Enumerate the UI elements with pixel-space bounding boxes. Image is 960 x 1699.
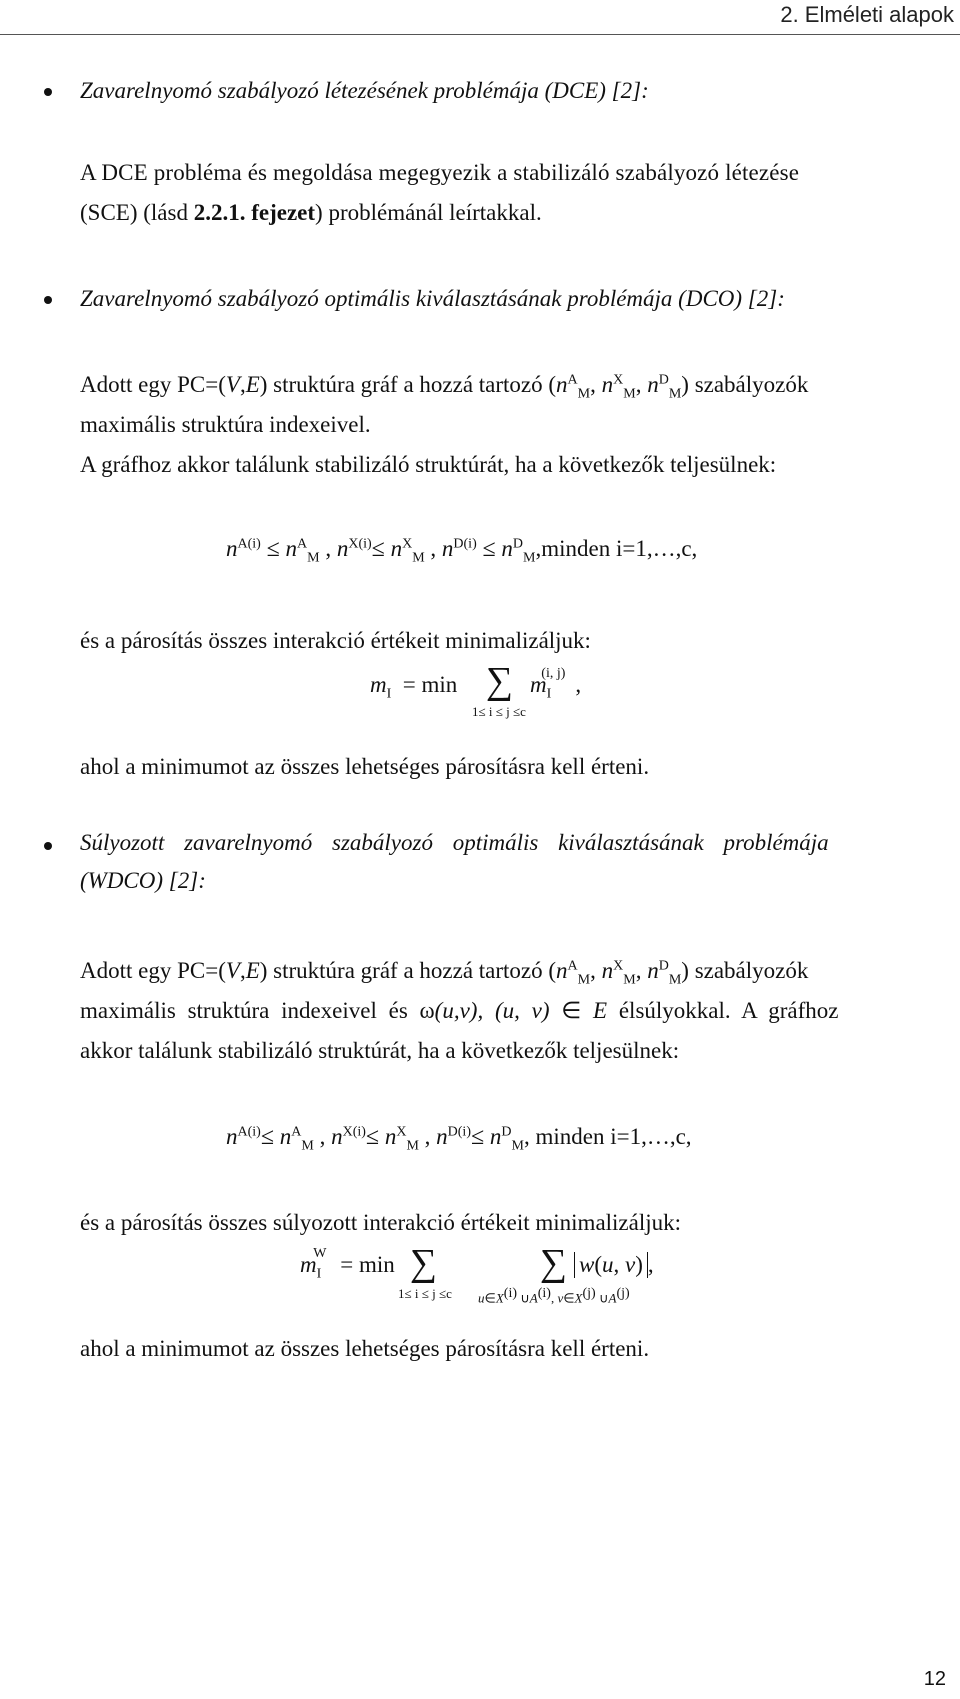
dco-formula-term: $m_I^{(i, j)}$ , bbox=[530, 666, 582, 702]
dco-line-3: A gráfhoz akkor találunk stabilizáló struktúrát, ha a következők teljesülnek: bbox=[80, 452, 777, 477]
bullet-icon bbox=[44, 296, 52, 304]
dco-title: Zavarelnyomó szabályozó optimális kiválasztásának problémája (DCO) [2]: bbox=[80, 286, 785, 311]
dce-title: Zavarelnyomó szabályozó létezésének problémája (DCE) [2]: bbox=[80, 78, 649, 103]
wdco-line-4: és a párosítás összes súlyozott interakció értékeit minimalizáljuk: bbox=[80, 1210, 682, 1235]
dco-line-2: maximális struktúra indexeivel. bbox=[80, 412, 371, 437]
bullet-icon bbox=[44, 842, 52, 850]
wdco-line-2: maximális struktúra indexeivel és ω(u,v), (u, v) ∈ E élsúlyokkal. A gráfhoz bbox=[80, 998, 839, 1023]
dce-line-2: (SCE) (lásd 2.2.1. fejezet) problémánál leírtakkal. bbox=[80, 200, 542, 225]
dco-formula: $m_I = \min$ bbox=[370, 672, 458, 702]
page-number: 12 bbox=[923, 1668, 946, 1690]
sum-index-edges: $u\in X^{(i)}$ $\cup A^{(i)}$, $v\in X^{(j)}$ $\cup A^{(j)}$ bbox=[478, 1286, 630, 1306]
sum-symbol: ∑ bbox=[410, 1242, 438, 1284]
sum-index: 1≤ i ≤ j ≤c bbox=[398, 1286, 452, 1301]
wdco-title-1: Súlyozott zavarelnyomó szabályozó optimális kiválasztásának problémája bbox=[80, 830, 829, 855]
header-rule bbox=[0, 34, 960, 35]
wdco-line-3: akkor találunk stabilizáló struktúrát, ha a következők teljesülnek: bbox=[80, 1038, 680, 1063]
dco-line-1: Adott egy PC=(V,E) struktúra gráf a hozzá tartozó ($n^A_M$, $n^X_M$, $n^D_M$) szabályozók bbox=[80, 372, 809, 402]
dco-line-5: ahol a minimumot az összes lehetséges párosításra kell érteni. bbox=[80, 754, 650, 779]
dco-conditions: $n^{A(i)} \le n^A_M$ , $n^{X(i)}\le n^X_M$ , $n^{D(i)}$ ≤ $n^D_M,minden$ i=1,…,c, bbox=[226, 536, 698, 566]
wdco-weight-term: w(u, v) , bbox=[574, 1252, 654, 1278]
wdco-conditions: $n^{A(i)}\le n^A_M$ , $n^{X(i)}\le n^X_M$ , $n^{D(i)}\le n^D_M$, minden i=1,…,c, bbox=[226, 1124, 692, 1154]
dce-line-1: A DCE probléma és megoldása megegyezik a stabilizáló szabályozó létezése bbox=[80, 160, 800, 185]
wdco-title-2: (WDCO) [2]: bbox=[80, 868, 206, 893]
bullet-icon bbox=[44, 88, 52, 96]
wdco-line-1: Adott egy PC=(V,E) struktúra gráf a hozzá tartozó ($n^A_M$, $n^X_M$, $n^D_M$) szabályozók bbox=[80, 958, 809, 988]
sum-symbol: ∑ bbox=[540, 1242, 568, 1284]
wdco-formula: $m_I^W = \min$ bbox=[300, 1246, 395, 1282]
chapter-header: 2. Elméleti alapok bbox=[780, 2, 954, 27]
dco-line-4: és a párosítás összes interakció értékeit minimalizáljuk: bbox=[80, 628, 591, 653]
wdco-line-5: ahol a minimumot az összes lehetséges párosításra kell érteni. bbox=[80, 1336, 650, 1361]
sum-index: 1≤ i ≤ j ≤c bbox=[472, 704, 526, 719]
sum-symbol: ∑ bbox=[486, 660, 514, 702]
